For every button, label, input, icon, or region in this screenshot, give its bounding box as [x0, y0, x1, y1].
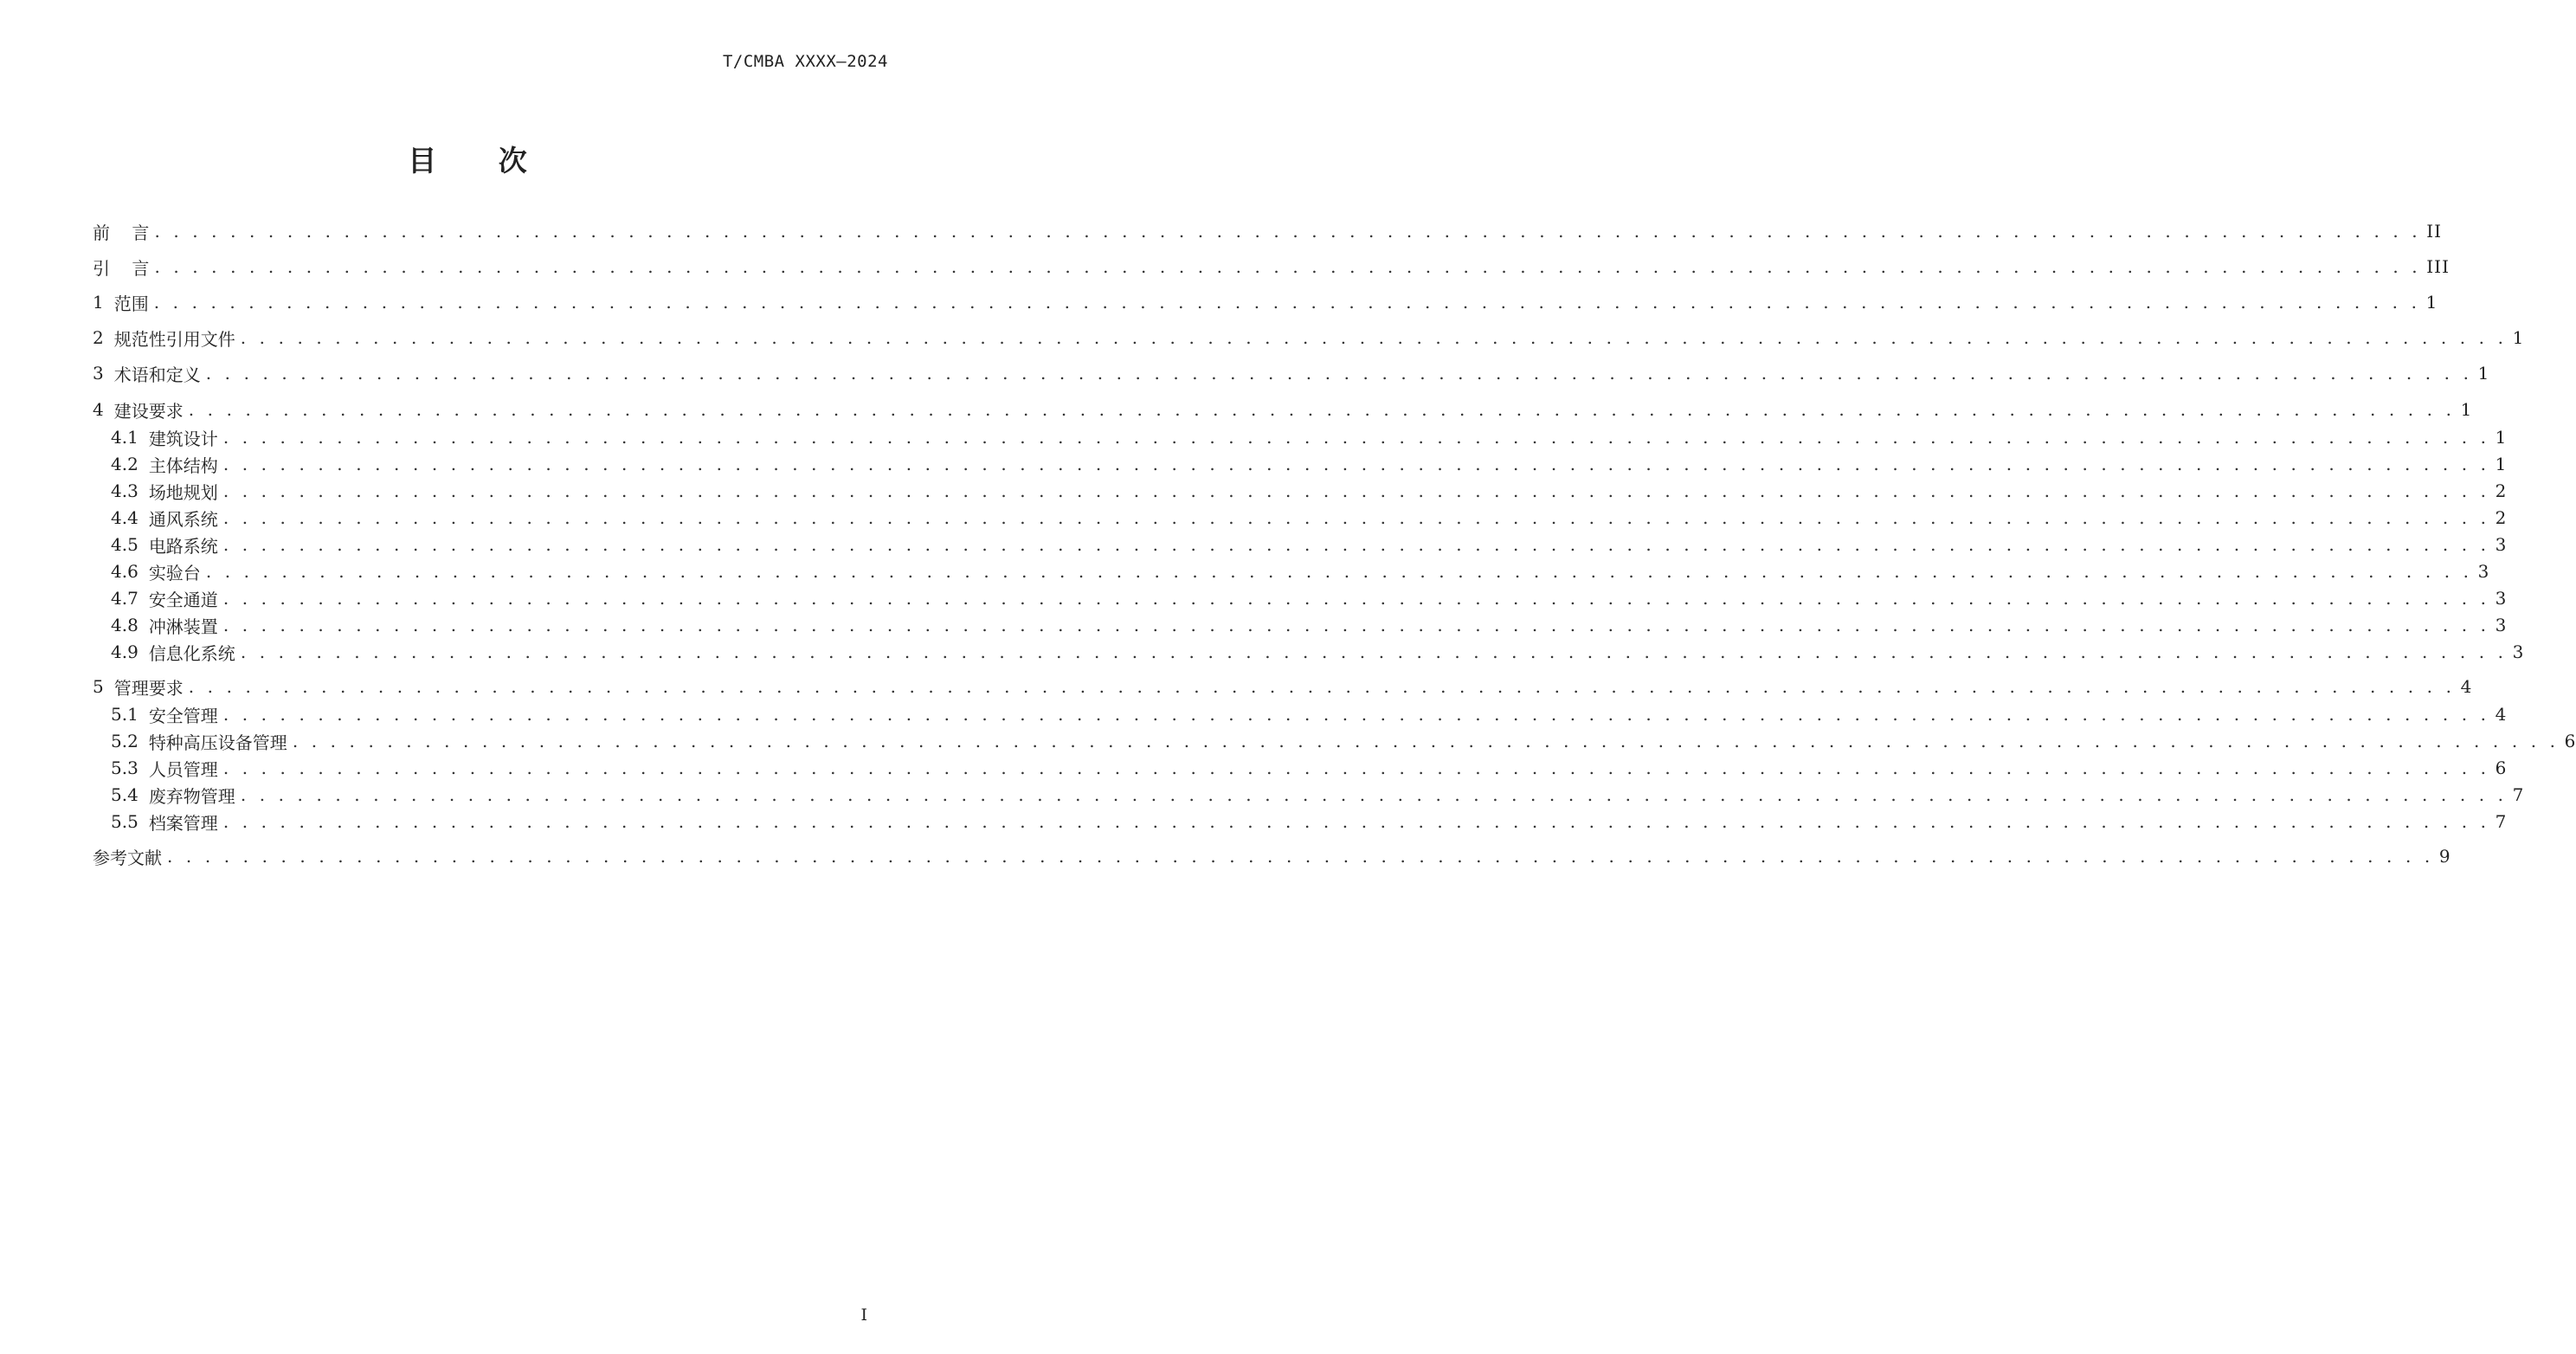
toc-dot-leader: . . . . . . . . . . . . . . . . . . . . . . . . . . . . . . . . . . . . . . . . . . . . . . . . . . . . . . . . . . . . . . . . . . . . . . . . . . . . . . . . . . . . . . . . . . . . . . . . . . . . . . . . . . . . . . . . . . . . . . . . — [240, 327, 2508, 348]
toc-entry-number: 5.1 — [111, 704, 138, 725]
toc-entry-page: 2 — [2495, 507, 2508, 528]
toc-dot-leader: . . . . . . . . . . . . . . . . . . . . . . . . . . . . . . . . . . . . . . . . . . . . . . . . . . . . . . . . . . . . . . . . . . . . . . . . . . . . . . . . . . . . . . . . . . . . . . . . . . . . . . . . . . . . . . . . . . . . . . . . — [222, 615, 2490, 635]
toc-entry-title: 档案管理 — [148, 812, 218, 834]
toc-entry-page: 1 — [2495, 454, 2508, 474]
toc-entry-title: 管理要求 — [113, 677, 184, 699]
toc-entry-title: 建设要求 — [113, 400, 184, 422]
toc-entry-page: III — [2426, 256, 2450, 277]
toc-entry[interactable] — [111, 478, 2508, 504]
toc-entry-title: 引 言 — [93, 257, 150, 279]
toc-entry[interactable] — [111, 505, 2508, 531]
toc-entry-title: 实验台 — [148, 562, 201, 584]
toc-entry[interactable] — [93, 360, 2490, 386]
toc-dot-leader: . . . . . . . . . . . . . . . . . . . . . . . . . . . . . . . . . . . . . . . . . . . . . . . . . . . . . . . . . . . . . . . . . . . . . . . . . . . . . . . . . . . . . . . . . . . . . . . . . . . . . . . . . . . . . . . . . . . . . . . . — [222, 427, 2490, 448]
toc-dot-leader: . . . . . . . . . . . . . . . . . . . . . . . . . . . . . . . . . . . . . . . . . . . . . . . . . . . . . . . . . . . . . . . . . . . . . . . . . . . . . . . . . . . . . . . . . . . . . . . . . . . . . . . . . . . . . . . . . . . . . . . . — [240, 642, 2508, 662]
toc-entry[interactable] — [93, 325, 2525, 351]
toc-entry-title: 规范性引用文件 — [113, 328, 235, 350]
document-code: T/CMBA XXXX—2024 — [722, 52, 888, 71]
toc-entry-page: 3 — [2495, 588, 2508, 609]
toc-entry[interactable] — [111, 809, 2508, 835]
toc-dot-leader: . . . . . . . . . . . . . . . . . . . . . . . . . . . . . . . . . . . . . . . . . . . . . . . . . . . . . . . . . . . . . . . . . . . . . . . . . . . . . . . . . . . . . . . . . . . . . . . . . . . . . . . . . . . . . . . . . . . . . . . . — [222, 588, 2490, 609]
toc-entry[interactable] — [93, 289, 2438, 315]
toc-entry-title: 场地规划 — [148, 481, 218, 503]
toc-entry-number: 4.7 — [111, 588, 138, 609]
toc-entry-page: 9 — [2438, 846, 2451, 867]
toc-entry-page: 1 — [2495, 427, 2508, 448]
toc-entry-title: 冲淋装置 — [148, 616, 218, 637]
toc-dot-leader: . . . . . . . . . . . . . . . . . . . . . . . . . . . . . . . . . . . . . . . . . . . . . . . . . . . . . . . . . . . . . . . . . . . . . . . . . . . . . . . . . . . . . . . . . . . . . . . . . . . . . . . . . . . . . . . . . . . . . . . . — [292, 731, 2560, 751]
toc-entry-number: 3 — [93, 363, 104, 384]
toc-dot-leader: . . . . . . . . . . . . . . . . . . . . . . . . . . . . . . . . . . . . . . . . . . . . . . . . . . . . . . . . . . . . . . . . . . . . . . . . . . . . . . . . . . . . . . . . . . . . . . . . . . . . . . . . . . . . . . . . . . . . . . . . — [153, 292, 2421, 313]
toc-entry-title: 建筑设计 — [148, 428, 218, 449]
toc-entry-title: 安全管理 — [148, 705, 218, 726]
toc-dot-leader: . . . . . . . . . . . . . . . . . . . . . . . . . . . . . . . . . . . . . . . . . . . . . . . . . . . . . . . . . . . . . . . . . . . . . . . . . . . . . . . . . . . . . . . . . . . . . . . . . . . . . . . . . . . . . . . . . . . . . . . . — [167, 846, 2434, 867]
toc-entry-number: 4.4 — [111, 507, 138, 528]
toc-dot-leader: . . . . . . . . . . . . . . . . . . . . . . . . . . . . . . . . . . . . . . . . . . . . . . . . . . . . . . . . . . . . . . . . . . . . . . . . . . . . . . . . . . . . . . . . . . . . . . . . . . . . . . . . . . . . . . . . . . . . . . . . — [205, 363, 2473, 384]
toc-dot-leader: . . . . . . . . . . . . . . . . . . . . . . . . . . . . . . . . . . . . . . . . . . . . . . . . . . . . . . . . . . . . . . . . . . . . . . . . . . . . . . . . . . . . . . . . . . . . . . . . . . . . . . . . . . . . . . . . . . . . . . . . — [205, 561, 2473, 582]
toc-entry-page: 2 — [2495, 480, 2508, 501]
toc-entry[interactable] — [93, 843, 2451, 869]
toc-dot-leader: . . . . . . . . . . . . . . . . . . . . . . . . . . . . . . . . . . . . . . . . . . . . . . . . . . . . . . . . . . . . . . . . . . . . . . . . . . . . . . . . . . . . . . . . . . . . . . . . . . . . . . . . . . . . . . . . . . . . . . . . — [222, 811, 2490, 832]
page-title: 目 次 — [408, 144, 553, 177]
toc-dot-leader: . . . . . . . . . . . . . . . . . . . . . . . . . . . . . . . . . . . . . . . . . . . . . . . . . . . . . . . . . . . . . . . . . . . . . . . . . . . . . . . . . . . . . . . . . . . . . . . . . . . . . . . . . . . . . . . . . . . . . . . . — [154, 256, 2422, 277]
toc-entry[interactable] — [93, 397, 2473, 422]
toc-entry-number: 5.5 — [111, 811, 138, 832]
toc-entry-number: 5.4 — [111, 784, 138, 805]
toc-entry-page: 3 — [2495, 615, 2508, 635]
toc-entry-page: 7 — [2512, 784, 2525, 805]
toc-entry-title: 人员管理 — [148, 758, 218, 780]
toc-entry[interactable] — [111, 585, 2508, 611]
toc-entry-number: 4.3 — [111, 480, 138, 501]
toc-entry-page: 3 — [2495, 534, 2508, 555]
toc-entry-number: 1 — [93, 292, 104, 313]
toc-entry-page: 1 — [2477, 363, 2490, 384]
toc-entry-title: 安全通道 — [148, 589, 218, 610]
toc-entry-number: 2 — [93, 327, 104, 348]
toc-entry[interactable] — [111, 639, 2525, 665]
toc-entry[interactable] — [93, 218, 2443, 244]
toc-entry-title: 通风系统 — [148, 508, 218, 530]
toc-dot-leader: . . . . . . . . . . . . . . . . . . . . . . . . . . . . . . . . . . . . . . . . . . . . . . . . . . . . . . . . . . . . . . . . . . . . . . . . . . . . . . . . . . . . . . . . . . . . . . . . . . . . . . . . . . . . . . . . . . . . . . . . — [154, 221, 2422, 242]
toc-dot-leader: . . . . . . . . . . . . . . . . . . . . . . . . . . . . . . . . . . . . . . . . . . . . . . . . . . . . . . . . . . . . . . . . . . . . . . . . . . . . . . . . . . . . . . . . . . . . . . . . . . . . . . . . . . . . . . . . . . . . . . . . — [188, 399, 2456, 420]
toc-entry-number: 5.3 — [111, 758, 138, 778]
toc-dot-leader: . . . . . . . . . . . . . . . . . . . . . . . . . . . . . . . . . . . . . . . . . . . . . . . . . . . . . . . . . . . . . . . . . . . . . . . . . . . . . . . . . . . . . . . . . . . . . . . . . . . . . . . . . . . . . . . . . . . . . . . . — [222, 480, 2490, 501]
toc-dot-leader: . . . . . . . . . . . . . . . . . . . . . . . . . . . . . . . . . . . . . . . . . . . . . . . . . . . . . . . . . . . . . . . . . . . . . . . . . . . . . . . . . . . . . . . . . . . . . . . . . . . . . . . . . . . . . . . . . . . . . . . . — [222, 507, 2490, 528]
toc-entry-number: 4.1 — [111, 427, 138, 448]
toc-entry-page: 3 — [2477, 561, 2490, 582]
toc-entry-page: 1 — [2460, 399, 2473, 420]
toc-dot-leader: . . . . . . . . . . . . . . . . . . . . . . . . . . . . . . . . . . . . . . . . . . . . . . . . . . . . . . . . . . . . . . . . . . . . . . . . . . . . . . . . . . . . . . . . . . . . . . . . . . . . . . . . . . . . . . . . . . . . . . . . — [222, 704, 2490, 725]
toc-entry[interactable] — [93, 254, 2450, 280]
toc-entry[interactable] — [111, 728, 2576, 754]
toc-dot-leader: . . . . . . . . . . . . . . . . . . . . . . . . . . . . . . . . . . . . . . . . . . . . . . . . . . . . . . . . . . . . . . . . . . . . . . . . . . . . . . . . . . . . . . . . . . . . . . . . . . . . . . . . . . . . . . . . . . . . . . . . — [222, 454, 2490, 474]
toc-entry-number: 5 — [93, 676, 104, 697]
toc-entry[interactable] — [111, 782, 2525, 808]
toc-entry-number: 4.8 — [111, 615, 138, 635]
toc-entry-number: 5.2 — [111, 731, 138, 751]
toc-entry[interactable] — [93, 674, 2473, 700]
toc-entry-title: 参考文献 — [93, 847, 162, 868]
toc-entry-title: 信息化系统 — [148, 642, 235, 664]
toc-entry[interactable] — [111, 755, 2508, 781]
toc-entry-page: II — [2426, 221, 2443, 242]
toc-entry-title: 电路系统 — [148, 535, 218, 557]
toc-entry[interactable] — [111, 451, 2508, 477]
toc-entry[interactable] — [111, 701, 2508, 727]
toc-entry-page: 3 — [2512, 642, 2525, 662]
toc-entry[interactable] — [111, 424, 2508, 450]
toc-entry[interactable] — [111, 532, 2508, 558]
toc-entry[interactable] — [111, 612, 2508, 638]
toc-entry-page: 7 — [2495, 811, 2508, 832]
toc-entry-number: 4.9 — [111, 642, 138, 662]
toc-entry-number: 4.5 — [111, 534, 138, 555]
toc-entry-number: 4.2 — [111, 454, 138, 474]
toc-dot-leader: . . . . . . . . . . . . . . . . . . . . . . . . . . . . . . . . . . . . . . . . . . . . . . . . . . . . . . . . . . . . . . . . . . . . . . . . . . . . . . . . . . . . . . . . . . . . . . . . . . . . . . . . . . . . . . . . . . . . . . . . — [240, 784, 2508, 805]
toc-entry-number: 4.6 — [111, 561, 138, 582]
page-number: I — [860, 1306, 867, 1325]
toc-entry-page: 1 — [2425, 292, 2438, 313]
toc-dot-leader: . . . . . . . . . . . . . . . . . . . . . . . . . . . . . . . . . . . . . . . . . . . . . . . . . . . . . . . . . . . . . . . . . . . . . . . . . . . . . . . . . . . . . . . . . . . . . . . . . . . . . . . . . . . . . . . . . . . . . . . . — [188, 676, 2456, 697]
toc-entry-title: 主体结构 — [148, 455, 218, 476]
toc-entry-title: 范围 — [113, 293, 149, 314]
toc-entry-title: 特种高压设备管理 — [148, 732, 287, 753]
toc-entry-title: 前 言 — [93, 222, 150, 243]
toc-entry-title: 术语和定义 — [113, 364, 201, 385]
toc-entry-number: 4 — [93, 399, 104, 420]
toc-entry-page: 4 — [2460, 676, 2473, 697]
toc-entry-page: 1 — [2512, 327, 2525, 348]
toc-dot-leader: . . . . . . . . . . . . . . . . . . . . . . . . . . . . . . . . . . . . . . . . . . . . . . . . . . . . . . . . . . . . . . . . . . . . . . . . . . . . . . . . . . . . . . . . . . . . . . . . . . . . . . . . . . . . . . . . . . . . . . . . — [222, 758, 2490, 778]
toc-entry-page: 6 — [2495, 758, 2508, 778]
toc-entry-page: 4 — [2495, 704, 2508, 725]
toc-entry-page: 6 — [2564, 731, 2576, 751]
toc-entry[interactable] — [111, 558, 2490, 584]
toc-entry-title: 废弃物管理 — [148, 785, 235, 807]
toc-dot-leader: . . . . . . . . . . . . . . . . . . . . . . . . . . . . . . . . . . . . . . . . . . . . . . . . . . . . . . . . . . . . . . . . . . . . . . . . . . . . . . . . . . . . . . . . . . . . . . . . . . . . . . . . . . . . . . . . . . . . . . . . — [222, 534, 2490, 555]
